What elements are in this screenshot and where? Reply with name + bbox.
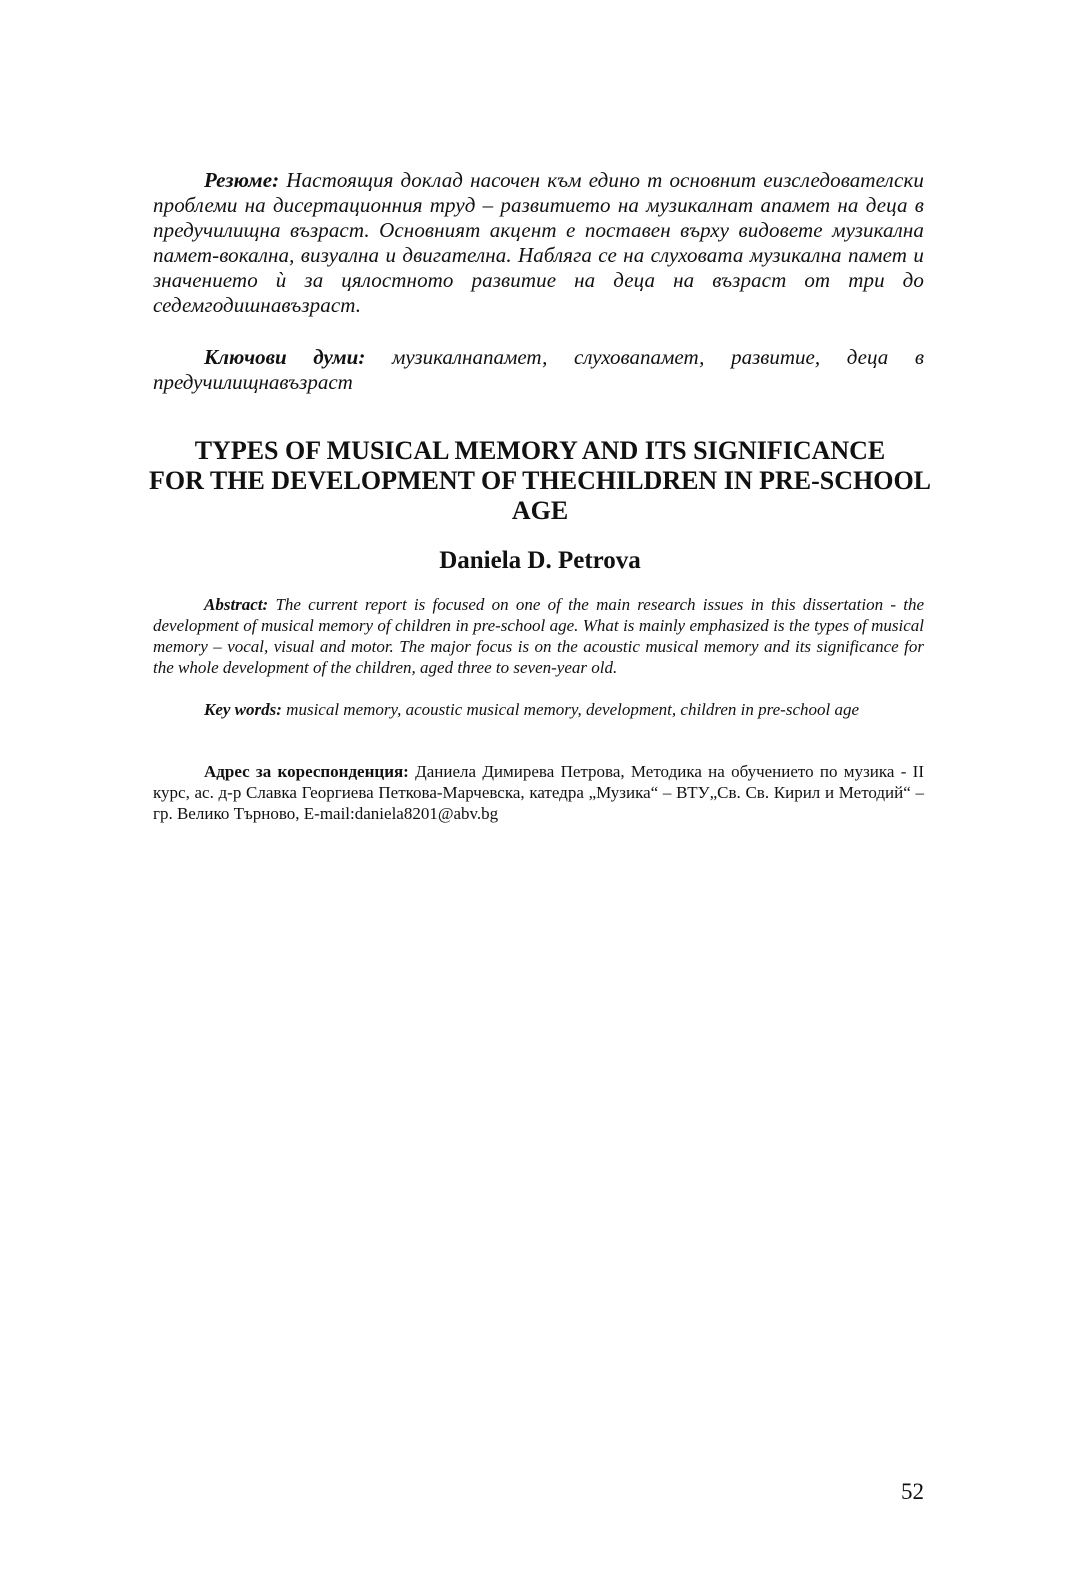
keywords-en-text: musical memory, acoustic musical memory, development, children in pre-school age bbox=[281, 700, 860, 719]
abstract-en-text: The current report is focused on one of the main research issues in this dissertation - the development of musical memory of children in pre-school age. What is mainly emphasized is the types of musical memory – vocal, visual and motor. The major focus is on the acoustic musical memory and its significance for the whole development of the children, aged three to seven-year old. bbox=[153, 595, 924, 677]
english-title-line-2: FOR THE DEVELOPMENT OF THECHILDREN IN PRE-SCHOOL bbox=[148, 466, 932, 495]
english-title bbox=[140, 436, 940, 526]
author-name: Daniela D. Petrova bbox=[439, 547, 641, 574]
summary-bg-text: Настоящия доклад насочен към едино т основнит еизследователски проблеми на дисертационния труд – развитието на музикалнат апамет на деца в предучилищна възраст. Основният акцент е поставен върху видовете музикална памет-вокална, визуална и двигателна. Наблягa се на слуховата музикална памет и значението ѝ за цялостното развитие на деца на възраст от три до седемгодишнавъзраст. bbox=[153, 168, 924, 317]
keywords-bg-text: музикалнапамет, слуховапамет, развитие, деца в предучилищнавъзраст bbox=[153, 345, 924, 394]
page-number: 52 bbox=[901, 1479, 924, 1504]
keywords-en-label: Key words: bbox=[204, 700, 282, 719]
correspondence-text: Даниела Димирева Петрова, Методика на обучението по музика - II курс, ас. д-р Славка Георгиева Петкова-Марчевска, катедра „Музика“ – ВТУ„Св. Св. Кирил и Методий“ – гр. Велико Търново, E-mail:daniela8201@abv.bg bbox=[153, 762, 924, 823]
english-title-line-3: AGE bbox=[511, 496, 569, 525]
summary-bg-paragraph bbox=[153, 168, 924, 318]
correspondence-paragraph bbox=[153, 761, 924, 824]
abstract-en-label: Abstract: bbox=[204, 595, 269, 614]
summary-bg-label: Резюме: bbox=[204, 168, 280, 192]
english-title-line-1: TYPES OF MUSICAL MEMORY AND ITS SIGNIFICANCE bbox=[194, 436, 886, 465]
keywords-bg-label: Ключови думи: bbox=[204, 345, 366, 369]
keywords-bg-paragraph bbox=[153, 345, 924, 395]
correspondence-label: Адрес за кореспонденция: bbox=[204, 762, 409, 781]
abstract-en-paragraph bbox=[153, 594, 924, 678]
keywords-en-paragraph bbox=[153, 699, 924, 720]
